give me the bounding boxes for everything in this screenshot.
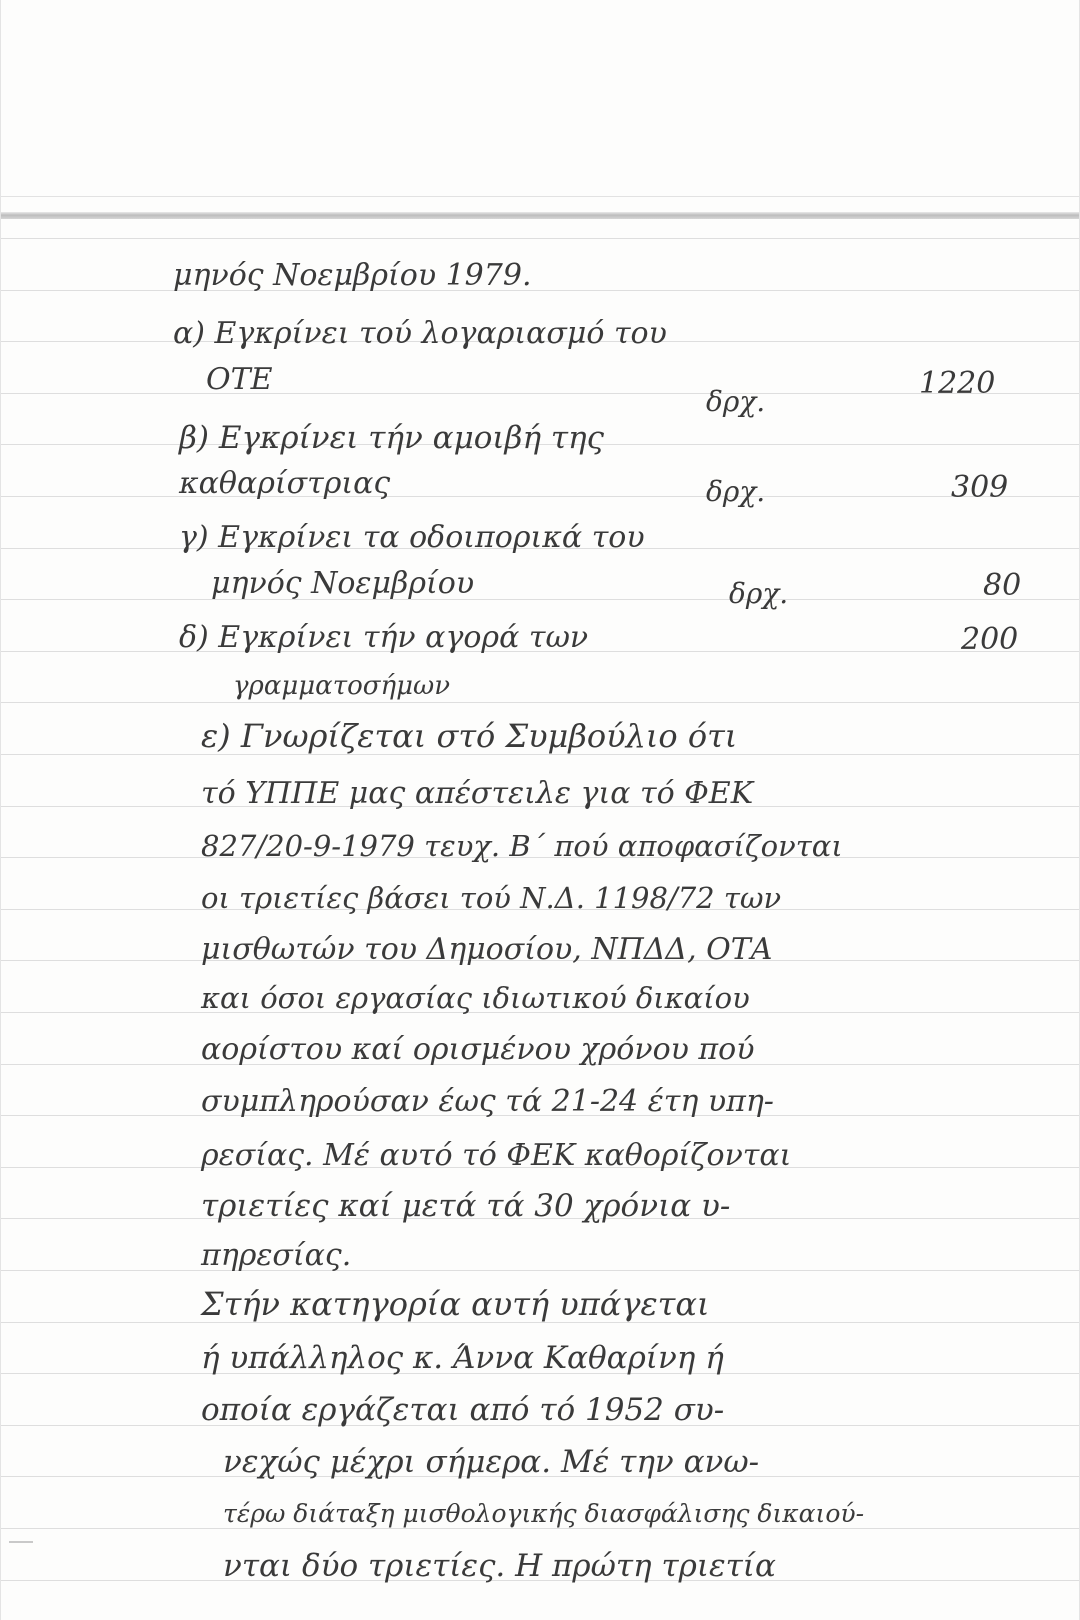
ruled-line <box>1 238 1080 239</box>
text-line: μισθωτών του Δημοσίου, ΝΠΔΔ, ΟΤΑ <box>201 932 773 967</box>
amount-value: 309 <box>951 470 1009 505</box>
text-line: τριετίες καί μετά τά 30 χρόνια υ- <box>201 1188 731 1224</box>
text-line: δ) Εγκρίνει τήν αγορά των <box>179 620 589 655</box>
text-line: καθαρίστριας <box>179 466 391 501</box>
text-line: και όσοι εργασίας ιδιωτικού δικαίου <box>201 981 750 1015</box>
margin-mark <box>9 1541 33 1543</box>
text-line: μηνός Νοεμβρίου 1979. <box>173 258 532 293</box>
text-line: γραμματοσήμων <box>233 671 451 701</box>
text-line: πηρεσίας. <box>201 1238 352 1273</box>
text-line: α) Εγκρίνει τού λογαριασμό του <box>173 316 667 351</box>
currency-label: δρχ. <box>706 475 766 508</box>
text-line: τό ΥΠΠΕ μας απέστειλε για τό ΦΕΚ <box>201 776 754 811</box>
text-line: νεχώς μέχρι σήμερα. Μέ την ανω- <box>223 1444 760 1480</box>
text-line: μηνός Νοεμβρίου <box>211 566 475 601</box>
text-line: οι τριετίες βάσει τού Ν.Δ. 1198/72 των <box>201 881 782 915</box>
currency-label: δρχ. <box>706 385 766 418</box>
text-line: ρεσίας. Μέ αυτό τό ΦΕΚ καθορίζονται <box>201 1138 792 1173</box>
text-line: β) Εγκρίνει τήν αμοιβή της <box>179 420 604 456</box>
amount-value: 200 <box>961 622 1019 657</box>
text-line: ε) Γνωρίζεται στό Συμβούλιο ότι <box>201 717 738 755</box>
amount-value: 1220 <box>919 366 996 401</box>
text-line: νται δύο τριετίες. Η πρώτη τριετία <box>223 1548 776 1584</box>
ruled-line <box>1 196 1080 197</box>
currency-label: δρχ. <box>729 577 789 610</box>
text-line: Στήν κατηγορία αυτή υπάγεται <box>201 1285 710 1323</box>
text-line: γ) Εγκρίνει τα οδοιπορικά του <box>179 520 645 555</box>
text-line: 827/20-9-1979 τευχ. Β΄ πού αποφασίζονται <box>201 829 843 863</box>
text-line: ή υπάλληλος κ. Άννα Καθαρίνη ή <box>201 1340 724 1376</box>
text-line: ΟΤΕ <box>206 362 273 397</box>
text-line: οποία εργάζεται από τό 1952 συ- <box>201 1392 725 1428</box>
text-line: τέρω διάταξη μισθολογικής διασφάλισης δικαιού- <box>223 1499 865 1528</box>
amount-value: 80 <box>983 568 1022 603</box>
text-line: αορίστου καί ορισμένου χρόνου πού <box>201 1032 755 1067</box>
text-line: συμπληρούσαν έως τά 21-24 έτη υπη- <box>201 1084 774 1119</box>
header-rule <box>1 212 1080 219</box>
